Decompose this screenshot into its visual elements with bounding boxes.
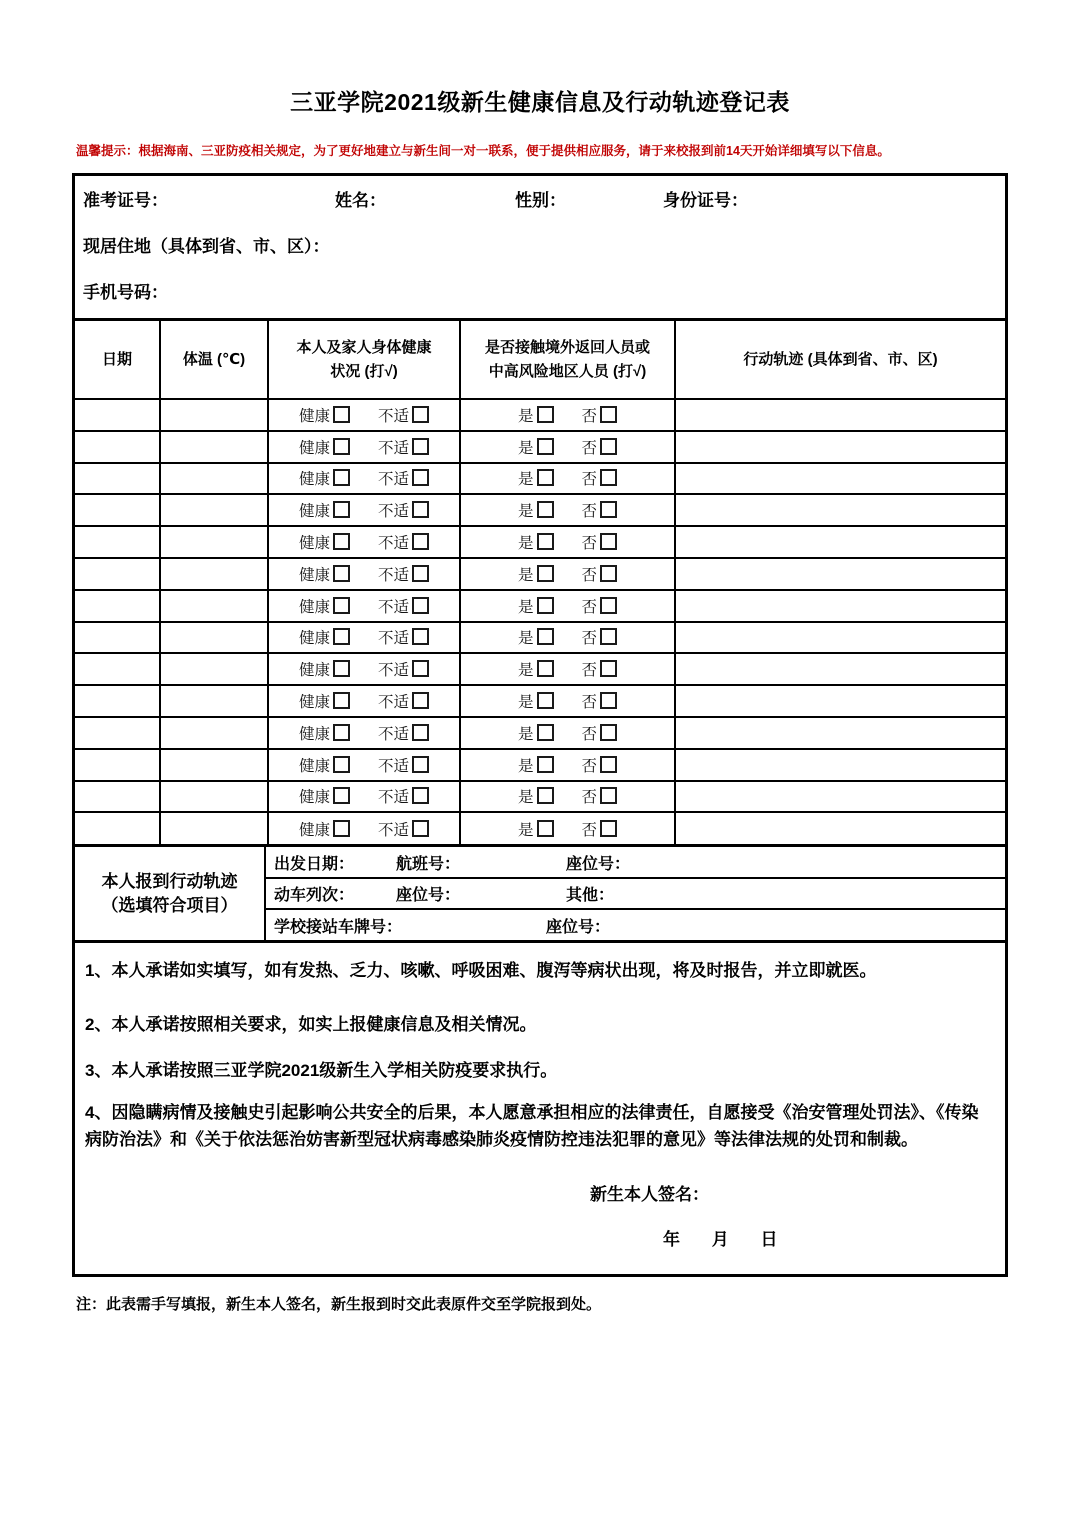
date-cell	[75, 812, 160, 844]
option	[518, 440, 554, 457]
phone-label: 手机号码：	[83, 283, 168, 302]
daily-row	[75, 526, 1005, 558]
checkbox[interactable]	[537, 597, 554, 614]
checkbox[interactable]	[600, 565, 617, 582]
daily-row	[75, 685, 1005, 717]
trajectory-cell	[675, 622, 1005, 654]
departure-date-label: 出发日期：	[274, 855, 355, 873]
daily-row	[75, 431, 1005, 463]
option	[299, 535, 350, 552]
option	[582, 822, 618, 839]
option	[299, 599, 350, 616]
date-cell	[75, 526, 160, 558]
checkbox[interactable]	[333, 469, 350, 486]
commitment-item-2: 2、本人承诺按照相关要求，如实上报健康信息及相关情况。	[85, 1015, 537, 1035]
option	[378, 630, 429, 647]
other-label: 其他：	[566, 887, 615, 905]
option	[582, 503, 618, 520]
trajectory-cell	[675, 431, 1005, 463]
checkbox[interactable]	[537, 660, 554, 677]
contact-risk-cell	[460, 622, 675, 654]
option	[518, 789, 554, 806]
option-label: 健康	[298, 566, 330, 584]
temperature-cell	[160, 526, 268, 558]
health-status-cell	[268, 622, 460, 654]
option-label: 否	[581, 821, 598, 839]
checkbox[interactable]	[412, 533, 429, 550]
checkbox[interactable]	[600, 501, 617, 518]
contact-risk-cell	[460, 526, 675, 558]
option-label: 不适	[378, 757, 410, 775]
trajectory-cell	[675, 717, 1005, 749]
option-label: 健康	[298, 407, 330, 425]
shuttle-plate-label: 学校接站车牌号：	[274, 918, 403, 936]
checkbox[interactable]	[537, 724, 554, 741]
gender-label: 性别：	[515, 191, 566, 210]
train-no-label: 动车列次：	[274, 887, 355, 905]
option-label: 否	[581, 535, 598, 553]
option	[299, 694, 350, 711]
exam-no-label: 准考证号：	[83, 191, 168, 210]
option-label: 是	[517, 503, 534, 521]
checkbox[interactable]	[333, 820, 350, 837]
option	[518, 662, 554, 679]
date-cell	[75, 558, 160, 590]
checkbox[interactable]	[537, 628, 554, 645]
checkbox[interactable]	[333, 724, 350, 741]
trajectory-cell	[675, 494, 1005, 526]
seat-no-label: 座位号：	[396, 887, 461, 905]
checkbox[interactable]	[537, 533, 554, 550]
option-label: 是	[517, 789, 534, 807]
option-label: 是	[517, 566, 534, 584]
date-cell	[75, 749, 160, 781]
arrival-section	[75, 844, 1005, 940]
option-label: 是	[517, 694, 534, 712]
checkbox[interactable]	[333, 533, 350, 550]
checkbox[interactable]	[333, 787, 350, 804]
option-label: 不适	[378, 535, 410, 553]
health-status-cell	[268, 685, 460, 717]
health-status-cell	[268, 653, 460, 685]
health-status-cell	[268, 781, 460, 813]
option	[299, 567, 350, 584]
trajectory-cell	[675, 463, 1005, 495]
checkbox[interactable]	[412, 628, 429, 645]
page-title: 三亚学院2021级新生健康信息及行动轨迹登记表	[290, 89, 790, 115]
contact-risk-cell	[460, 463, 675, 495]
checkbox[interactable]	[537, 565, 554, 582]
contact-risk-cell	[460, 781, 675, 813]
contact-risk-cell	[460, 558, 675, 590]
trajectory-cell	[675, 749, 1005, 781]
option-label: 健康	[298, 535, 330, 553]
daily-row	[75, 622, 1005, 654]
temperature-cell	[160, 622, 268, 654]
contact-risk-cell	[460, 812, 675, 844]
date-cell	[75, 685, 160, 717]
header-temperature: 体温 (℃)	[160, 321, 268, 399]
option-label: 否	[581, 789, 598, 807]
option	[299, 758, 350, 775]
option-label: 是	[517, 407, 534, 425]
registration-form	[72, 173, 1008, 1277]
personal-info-section	[75, 176, 1005, 321]
option-label: 否	[581, 662, 598, 680]
date-cell	[75, 590, 160, 622]
checkbox[interactable]	[537, 820, 554, 837]
option	[582, 694, 618, 711]
option	[378, 471, 429, 488]
option-label: 是	[517, 598, 534, 616]
checkbox[interactable]	[333, 406, 350, 423]
date-cell	[75, 399, 160, 431]
option-label: 不适	[378, 566, 410, 584]
year-label: 年	[663, 1230, 680, 1250]
option-label: 不适	[378, 439, 410, 457]
checkbox[interactable]	[600, 597, 617, 614]
temperature-cell	[160, 685, 268, 717]
daily-row	[75, 781, 1005, 813]
option	[582, 630, 618, 647]
commitment-item-4: 4、因隐瞒病情及接触史引起影响公共安全的后果，本人愿意承担相应的法律责任，自愿接受《治安管理处罚法》、《传染病防治法》和《关于依法惩治妨害新型冠状病毒感染肺炎疫情防控违法犯罪的意见》等法律法规的处罚和制裁。	[85, 1103, 979, 1150]
daily-row	[75, 558, 1005, 590]
option-label: 健康	[298, 757, 330, 775]
contact-risk-cell	[460, 685, 675, 717]
daily-row	[75, 399, 1005, 431]
notice-text: 温馨提示：根据海南、三亚防疫相关规定，为了更好地建立与新生间一对一联系，便于提供相应服务，请于来校报到前14天开始详细填写以下信息。	[76, 144, 890, 158]
option-label: 健康	[298, 694, 330, 712]
commitment-item-3: 3、本人承诺按照三亚学院2021级新生入学相关防疫要求执行。	[85, 1061, 558, 1081]
option	[378, 535, 429, 552]
option	[378, 694, 429, 711]
health-status-cell	[268, 558, 460, 590]
health-status-cell	[268, 431, 460, 463]
checkbox[interactable]	[333, 756, 350, 773]
header-date: 日期	[75, 321, 160, 399]
temperature-cell	[160, 590, 268, 622]
option	[299, 630, 350, 647]
commitment-item-1: 1、本人承诺如实填写，如有发热、乏力、咳嗽、呼吸困难、腹泻等病状出现，将及时报告，并立即就医。	[85, 961, 877, 981]
option	[299, 789, 350, 806]
option-label: 健康	[298, 662, 330, 680]
arrival-section-label: 本人报到行动轨迹 （选填符合项目）	[75, 847, 265, 940]
trajectory-cell	[675, 812, 1005, 844]
checkbox[interactable]	[412, 692, 429, 709]
option-label: 是	[517, 471, 534, 489]
checkbox[interactable]	[333, 501, 350, 518]
checkbox[interactable]	[600, 724, 617, 741]
option-label: 是	[517, 662, 534, 680]
option	[582, 726, 618, 743]
option	[518, 599, 554, 616]
checkbox[interactable]	[600, 438, 617, 455]
daily-row	[75, 494, 1005, 526]
temperature-cell	[160, 431, 268, 463]
health-status-cell	[268, 526, 460, 558]
option-label: 是	[517, 630, 534, 648]
option	[582, 662, 618, 679]
checkbox[interactable]	[600, 469, 617, 486]
trajectory-cell	[675, 653, 1005, 685]
option	[299, 440, 350, 457]
option-label: 不适	[378, 503, 410, 521]
daily-row	[75, 463, 1005, 495]
id-number-label: 身份证号：	[663, 191, 748, 210]
trajectory-cell	[675, 526, 1005, 558]
daily-row	[75, 653, 1005, 685]
checkbox[interactable]	[537, 438, 554, 455]
checkbox[interactable]	[333, 660, 350, 677]
option	[518, 694, 554, 711]
option	[299, 471, 350, 488]
checkbox[interactable]	[412, 660, 429, 677]
option-label: 健康	[298, 789, 330, 807]
option	[518, 758, 554, 775]
option	[378, 789, 429, 806]
daily-row	[75, 717, 1005, 749]
option-label: 健康	[298, 821, 330, 839]
checkbox[interactable]	[333, 628, 350, 645]
option	[518, 822, 554, 839]
contact-risk-cell	[460, 399, 675, 431]
header-contact-risk: 是否接触境外返回人员或 中高风险地区人员 (打√)	[460, 321, 675, 399]
temperature-cell	[160, 399, 268, 431]
option	[518, 567, 554, 584]
option	[582, 567, 618, 584]
option	[378, 822, 429, 839]
checkbox[interactable]	[333, 692, 350, 709]
checkbox[interactable]	[600, 628, 617, 645]
health-status-cell	[268, 590, 460, 622]
checkbox[interactable]	[537, 469, 554, 486]
checkbox[interactable]	[412, 469, 429, 486]
daily-row	[75, 590, 1005, 622]
option	[518, 630, 554, 647]
checkbox[interactable]	[600, 820, 617, 837]
option-label: 否	[581, 566, 598, 584]
checkbox[interactable]	[412, 787, 429, 804]
option	[518, 503, 554, 520]
checkbox[interactable]	[600, 660, 617, 677]
option	[518, 535, 554, 552]
option-label: 否	[581, 503, 598, 521]
temperature-cell	[160, 494, 268, 526]
temperature-cell	[160, 749, 268, 781]
date-cell	[75, 653, 160, 685]
option-label: 否	[581, 757, 598, 775]
month-label: 月	[711, 1230, 729, 1250]
checkbox[interactable]	[412, 406, 429, 423]
temperature-cell	[160, 812, 268, 844]
option-label: 是	[517, 725, 534, 743]
option	[378, 440, 429, 457]
temperature-cell	[160, 653, 268, 685]
trajectory-cell	[675, 781, 1005, 813]
temperature-cell	[160, 781, 268, 813]
checkbox[interactable]	[537, 756, 554, 773]
checkbox[interactable]	[600, 787, 617, 804]
option	[299, 822, 350, 839]
option-label: 健康	[298, 630, 330, 648]
checkbox[interactable]	[600, 406, 617, 423]
checkbox[interactable]	[412, 501, 429, 518]
date-cell	[75, 463, 160, 495]
contact-risk-cell	[460, 717, 675, 749]
checkbox[interactable]	[537, 406, 554, 423]
option-label: 健康	[298, 503, 330, 521]
signature-label: 新生本人签名：	[590, 1185, 709, 1205]
option-label: 健康	[298, 471, 330, 489]
option	[582, 758, 618, 775]
date-cell	[75, 431, 160, 463]
checkbox[interactable]	[412, 756, 429, 773]
option	[299, 503, 350, 520]
date-cell	[75, 622, 160, 654]
date-cell	[75, 781, 160, 813]
header-trajectory: 行动轨迹 (具体到省、市、区)	[675, 321, 1005, 399]
temperature-cell	[160, 558, 268, 590]
day-label: 日	[760, 1230, 778, 1250]
option-label: 否	[581, 630, 598, 648]
temperature-cell	[160, 463, 268, 495]
commitment-section	[75, 940, 1005, 1274]
residence-label: 现居住地（具体到省、市、区）：	[83, 237, 330, 256]
date-cell	[75, 717, 160, 749]
health-status-cell	[268, 812, 460, 844]
option	[378, 408, 429, 425]
option	[518, 726, 554, 743]
option	[378, 726, 429, 743]
option	[582, 440, 618, 457]
temperature-cell	[160, 717, 268, 749]
option-label: 否	[581, 439, 598, 457]
checkbox[interactable]	[412, 820, 429, 837]
option-label: 是	[517, 757, 534, 775]
health-status-cell	[268, 463, 460, 495]
option-label: 不适	[378, 630, 410, 648]
seat-no-label: 座位号：	[546, 918, 611, 936]
option	[378, 662, 429, 679]
option	[582, 408, 618, 425]
checkbox[interactable]	[600, 533, 617, 550]
daily-row	[75, 749, 1005, 781]
option-label: 是	[517, 439, 534, 457]
option-label: 不适	[378, 725, 410, 743]
checkbox[interactable]	[412, 438, 429, 455]
flight-no-label: 航班号：	[396, 855, 461, 873]
option	[518, 471, 554, 488]
option	[582, 471, 618, 488]
checkbox[interactable]	[600, 756, 617, 773]
option-label: 不适	[378, 407, 410, 425]
option-label: 不适	[378, 821, 410, 839]
option-label: 否	[581, 407, 598, 425]
option-label: 否	[581, 694, 598, 712]
contact-risk-cell	[460, 494, 675, 526]
contact-risk-cell	[460, 653, 675, 685]
trajectory-cell	[675, 590, 1005, 622]
health-status-cell	[268, 494, 460, 526]
trajectory-cell	[675, 558, 1005, 590]
option-label: 是	[517, 821, 534, 839]
option	[299, 726, 350, 743]
option	[518, 408, 554, 425]
health-status-cell	[268, 717, 460, 749]
checkbox[interactable]	[333, 438, 350, 455]
info-row-identity	[75, 178, 1005, 224]
option	[299, 408, 350, 425]
option-label: 不适	[378, 662, 410, 680]
option-label: 不适	[378, 471, 410, 489]
seat-no-label: 座位号：	[566, 855, 631, 873]
option-label: 不适	[378, 789, 410, 807]
trajectory-cell	[675, 685, 1005, 717]
health-status-cell	[268, 749, 460, 781]
checkbox[interactable]	[537, 787, 554, 804]
option	[378, 503, 429, 520]
checkbox[interactable]	[600, 692, 617, 709]
daily-health-table	[75, 321, 1005, 844]
option-label: 健康	[298, 598, 330, 616]
option-label: 否	[581, 598, 598, 616]
option	[582, 535, 618, 552]
contact-risk-cell	[460, 590, 675, 622]
option	[378, 758, 429, 775]
health-status-cell	[268, 399, 460, 431]
daily-row	[75, 812, 1005, 844]
checkbox[interactable]	[412, 565, 429, 582]
date-line	[85, 1225, 995, 1250]
table-header-row	[75, 321, 1005, 399]
option-label: 否	[581, 471, 598, 489]
option-label: 健康	[298, 439, 330, 457]
option-label: 健康	[298, 725, 330, 743]
checkbox[interactable]	[333, 565, 350, 582]
option-label: 否	[581, 725, 598, 743]
checkbox[interactable]	[333, 597, 350, 614]
checkbox[interactable]	[412, 724, 429, 741]
trajectory-cell	[675, 399, 1005, 431]
checkbox[interactable]	[537, 692, 554, 709]
name-label: 姓名：	[335, 191, 386, 210]
contact-risk-cell	[460, 431, 675, 463]
option-label: 不适	[378, 694, 410, 712]
date-cell	[75, 494, 160, 526]
option	[582, 599, 618, 616]
contact-risk-cell	[460, 749, 675, 781]
checkbox[interactable]	[412, 597, 429, 614]
option-label: 不适	[378, 598, 410, 616]
footer-note: 注：此表需手写填报，新生本人签名，新生报到时交此表原件交至学院报到处。	[76, 1296, 602, 1314]
option	[378, 567, 429, 584]
header-health-status: 本人及家人身体健康 状况 (打√)	[268, 321, 460, 399]
checkbox[interactable]	[537, 501, 554, 518]
arrival-row-flight	[75, 847, 1005, 878]
option	[378, 599, 429, 616]
option-label: 是	[517, 535, 534, 553]
option	[299, 662, 350, 679]
option	[582, 789, 618, 806]
